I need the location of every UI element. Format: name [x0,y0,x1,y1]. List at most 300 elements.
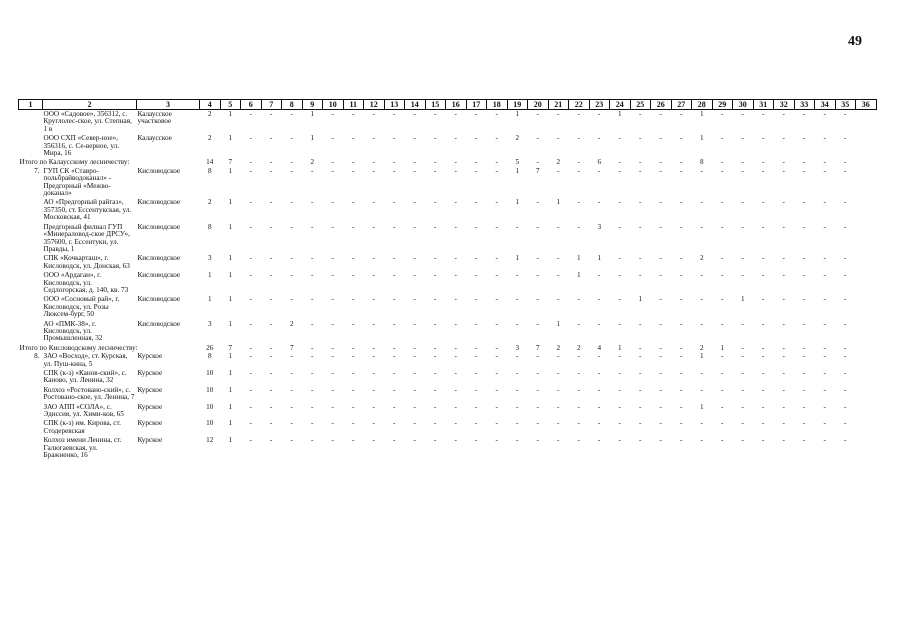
value-cell: - [803,134,806,143]
value-cell: 2 [556,158,561,167]
value-cell: - [721,166,724,175]
value-cell: - [680,343,683,352]
value-cell: - [762,295,765,304]
value-cell: 4 [597,343,602,352]
value-cell: - [311,295,314,304]
organization-cell: СПК (к-з) «Канов-ский», с. Каново, ул. Ленина, 32 [43,369,127,385]
value-cell: - [659,436,662,445]
value-cell: - [700,222,703,231]
value-cell: 1 [699,134,704,143]
value-cell: - [741,222,744,231]
value-cell: 1 [207,271,212,280]
value-cell: - [721,319,724,328]
header-cell: 5 [220,100,241,110]
forestry-cell: Кисловодское [137,222,181,231]
value-cell: - [413,385,416,394]
value-cell: - [372,166,375,175]
value-cell: - [762,319,765,328]
value-cell: - [249,198,252,207]
total-label: Итого по Калаусскому лесничеству: [19,158,130,167]
value-cell: - [577,352,580,361]
value-cell: - [659,385,662,394]
value-cell: - [372,352,375,361]
value-cell: - [577,110,580,118]
value-cell: - [536,385,539,394]
value-cell: - [270,198,273,207]
value-cell: - [249,295,252,304]
value-cell: - [249,222,252,231]
value-cell: - [372,436,375,445]
value-cell: - [413,166,416,175]
value-cell: - [249,385,252,394]
organization-cell: ЗАО «Восход», ст. Курская, ул. Пуш-кина, 5 [43,352,128,368]
row-index: 8. [34,352,40,361]
row-index [19,436,43,460]
value-cell: 7 [535,343,540,352]
value-cell: - [659,254,662,263]
value-cell: - [516,419,519,428]
value-cell: - [249,134,252,143]
value-cell: - [434,222,437,231]
value-cell: - [803,110,806,118]
value-cell: - [454,385,457,394]
value-cell: - [352,295,355,304]
value-cell: - [311,419,314,428]
value-cell: - [352,369,355,377]
value-cell: 2 [515,134,520,143]
value-cell: - [721,352,724,361]
value-cell: - [434,271,437,280]
value-cell: - [454,222,457,231]
value-cell: - [331,271,334,280]
value-cell: 5 [515,158,520,167]
value-cell: - [762,352,765,361]
value-cell: - [741,319,744,328]
value-cell: - [434,343,437,352]
value-cell: - [557,352,560,361]
value-cell: - [659,134,662,143]
value-cell: - [618,295,621,304]
value-cell: - [741,436,744,445]
value-cell: - [393,436,396,445]
value-cell: - [413,295,416,304]
value-cell: 8 [207,352,212,361]
value-cell: - [311,385,314,394]
value-cell: - [413,319,416,328]
value-cell: - [700,436,703,445]
value-cell: - [536,271,539,280]
value-cell: - [270,158,273,167]
table-row [19,271,877,295]
value-cell: - [475,352,478,361]
value-cell: - [311,222,314,231]
value-cell: - [331,319,334,328]
forestry-cell: Кисловодское [137,198,181,207]
value-cell: - [700,385,703,394]
value-cell: - [762,134,765,143]
value-cell: - [659,271,662,280]
value-cell: - [782,369,785,377]
value-cell: 2 [289,319,294,328]
value-cell: - [352,343,355,352]
value-cell: - [249,369,252,377]
value-cell: - [311,319,314,328]
value-cell: - [680,198,683,207]
value-cell: - [270,222,273,231]
value-cell: - [823,369,826,377]
value-cell: 3 [515,343,520,352]
value-cell: - [721,198,724,207]
forestry-cell: Кисловодское [137,166,181,175]
organization-cell: Колхоз «Ростовано-ский», с. Ростовано-ское, ул. Ленина, 7 [43,385,135,402]
value-cell: 8 [699,158,704,167]
value-cell: 1 [228,271,233,280]
value-cell: - [844,254,847,263]
header-cell: 8 [282,100,303,110]
value-cell: - [516,271,519,280]
value-cell: - [741,352,744,361]
value-cell: - [290,352,293,361]
value-cell: - [618,166,621,175]
value-cell: - [803,222,806,231]
value-cell: - [516,222,519,231]
row-index [19,271,43,295]
header-cell: 10 [323,100,344,110]
value-cell: - [557,295,560,304]
value-cell: - [803,166,806,175]
organization-cell: Колхоз имени Ленина, ст. Галюгаевская, ул. Бражненко, 16 [43,436,122,460]
header-cell: 12 [364,100,385,110]
value-cell: - [741,271,744,280]
organization-cell: ООО «Сосновый рай», г. Кисловодск, ул. Розы Люксем-бург, 50 [43,295,120,319]
header-cell: 25 [630,100,651,110]
value-cell: - [680,134,683,143]
value-cell: - [270,134,273,143]
value-cell: - [352,271,355,280]
value-cell: - [803,343,806,352]
value-cell: - [516,369,519,377]
value-cell: - [577,419,580,428]
value-cell: 8 [207,222,212,231]
value-cell: - [659,369,662,377]
value-cell: - [618,254,621,263]
value-cell: - [393,134,396,143]
value-cell: - [639,222,642,231]
value-cell: - [680,419,683,428]
value-cell: - [249,352,252,361]
value-cell: - [495,222,498,231]
value-cell: - [598,319,601,328]
value-cell: - [331,343,334,352]
organization-cell: ГУП СК «Ставро-польбрайводоканал» - Предгорный «Межво-доканал» [43,166,112,198]
table-row [19,352,877,369]
value-cell: 10 [206,402,214,411]
value-cell: - [393,254,396,263]
value-cell: 2 [207,110,212,118]
value-cell: - [413,271,416,280]
value-cell: - [331,436,334,445]
value-cell: 1 [638,295,643,304]
value-cell: - [639,436,642,445]
value-cell: 1 [597,254,602,263]
value-cell: - [495,343,498,352]
value-cell: - [372,402,375,411]
value-cell: - [700,369,703,377]
value-cell: - [413,369,416,377]
value-cell: - [598,166,601,175]
value-cell: - [454,369,457,377]
value-cell: - [413,222,416,231]
forestry-cell: Кисловодское [137,254,181,263]
value-cell: - [557,369,560,377]
table-row [19,369,877,386]
table-row [19,254,877,271]
value-cell: - [803,319,806,328]
value-cell: - [434,134,437,143]
value-cell: - [762,222,765,231]
value-cell: - [495,319,498,328]
value-cell: - [803,385,806,394]
value-cell: - [721,419,724,428]
value-cell: - [721,254,724,263]
value-cell: - [290,385,293,394]
value-cell: - [618,385,621,394]
value-cell: - [782,158,785,167]
value-cell: - [680,352,683,361]
value-cell: - [536,198,539,207]
header-cell: 23 [589,100,610,110]
header-cell: 32 [774,100,795,110]
value-cell: - [762,343,765,352]
value-cell: - [454,319,457,328]
table-row [19,320,877,344]
value-cell: - [823,134,826,143]
header-cell: 1 [19,100,43,110]
value-cell: - [782,110,785,118]
value-cell: - [782,271,785,280]
value-cell: - [393,369,396,377]
table-row [19,419,877,436]
value-cell: - [762,402,765,411]
value-cell: - [659,343,662,352]
value-cell: - [372,343,375,352]
value-cell: - [311,402,314,411]
value-cell: - [536,110,539,118]
value-cell: - [598,110,601,118]
forestry-table [18,99,877,460]
value-cell: - [290,419,293,428]
value-cell: - [823,319,826,328]
header-cell: 11 [343,100,364,110]
header-cell: 34 [815,100,836,110]
total-label: Итого по Кисловодскому лесничеству: [19,343,138,352]
value-cell: - [393,419,396,428]
value-cell: 1 [515,254,520,263]
value-cell: - [844,436,847,445]
value-cell: - [393,352,396,361]
value-cell: - [495,271,498,280]
value-cell: - [803,254,806,263]
value-cell: - [762,369,765,377]
value-cell: - [270,319,273,328]
organization-cell: Предгорный филиал ГУП «Минераловод-ское ДРСУ», 357600, г. Ессентуки, ул. Правды, 1 [43,222,130,253]
value-cell: - [495,134,498,143]
value-cell: 1 [228,134,233,143]
value-cell: - [741,254,744,263]
value-cell: - [659,295,662,304]
value-cell: - [741,166,744,175]
value-cell: - [495,419,498,428]
organization-cell: СПК (к-з) им. Кирова, ст. Стодеревская [43,419,121,435]
value-cell: - [290,110,293,118]
value-cell: - [270,343,273,352]
value-cell: - [352,198,355,207]
value-cell: - [270,295,273,304]
value-cell: - [434,295,437,304]
value-cell: - [823,158,826,167]
header-cell: 3 [137,100,200,110]
header-cell: 4 [200,100,221,110]
value-cell: - [372,271,375,280]
value-cell: - [270,402,273,411]
value-cell: - [577,295,580,304]
value-cell: - [536,254,539,263]
value-cell: - [639,198,642,207]
page-number: 49 [848,34,862,49]
value-cell: - [475,271,478,280]
value-cell: - [557,402,560,411]
value-cell: - [475,419,478,428]
value-cell: 1 [556,198,561,207]
value-cell: - [803,198,806,207]
value-cell: - [598,385,601,394]
value-cell: - [536,319,539,328]
value-cell: 1 [699,352,704,361]
value-cell: - [372,385,375,394]
value-cell: 1 [617,110,622,118]
value-cell: - [352,319,355,328]
row-index [19,320,43,344]
value-cell: - [618,271,621,280]
forestry-cell: Курское [137,385,163,394]
value-cell: - [454,198,457,207]
value-cell: - [249,402,252,411]
value-cell: - [741,343,744,352]
value-cell: - [536,369,539,377]
value-cell: - [311,254,314,263]
value-cell: - [762,110,765,118]
value-cell: - [618,436,621,445]
value-cell: - [823,222,826,231]
value-cell: 6 [597,158,602,167]
header-cell: 20 [528,100,549,110]
value-cell: - [823,352,826,361]
value-cell: - [844,110,847,118]
value-cell: - [782,319,785,328]
value-cell: - [454,295,457,304]
value-cell: 1 [207,295,212,304]
value-cell: - [434,369,437,377]
value-cell: - [454,343,457,352]
value-cell: - [680,402,683,411]
value-cell: - [393,385,396,394]
header-cell: 27 [671,100,692,110]
value-cell: - [331,166,334,175]
value-cell: - [454,352,457,361]
value-cell: - [475,343,478,352]
value-cell: - [782,134,785,143]
value-cell: - [475,134,478,143]
row-index [19,369,43,386]
value-cell: - [495,166,498,175]
value-cell: - [700,198,703,207]
value-cell: - [249,271,252,280]
value-cell: - [434,352,437,361]
value-cell: - [639,166,642,175]
value-cell: 7 [535,166,540,175]
value-cell: - [516,295,519,304]
value-cell: - [536,222,539,231]
value-cell: - [413,254,416,263]
value-cell: - [659,402,662,411]
value-cell: - [249,436,252,445]
value-cell: - [823,110,826,118]
value-cell: - [454,110,457,118]
value-cell: - [352,222,355,231]
value-cell: 10 [206,385,214,394]
value-cell: - [618,158,621,167]
value-cell: - [577,166,580,175]
value-cell: - [434,385,437,394]
value-cell: - [741,402,744,411]
organization-cell: ЗАО АПП «СОЛА», с. Эдиссия, ул. Хими-ков, 65 [43,402,124,419]
value-cell: - [844,419,847,428]
value-cell: 3 [207,319,212,328]
value-cell: - [659,198,662,207]
value-cell: - [700,271,703,280]
table-row [19,403,877,420]
value-cell: - [557,254,560,263]
value-cell: - [782,385,785,394]
value-cell: - [762,198,765,207]
value-cell: - [372,134,375,143]
total-row [19,158,877,166]
value-cell: - [393,343,396,352]
value-cell: - [413,419,416,428]
value-cell: - [536,436,539,445]
value-cell: - [659,352,662,361]
value-cell: - [413,352,416,361]
value-cell: - [352,110,355,118]
value-cell: - [372,110,375,118]
header-cell: 13 [384,100,405,110]
value-cell: - [577,158,580,167]
value-cell: - [577,198,580,207]
value-cell: - [680,254,683,263]
value-cell: - [639,352,642,361]
value-cell: - [331,110,334,118]
row-index [19,386,43,403]
value-cell: - [782,352,785,361]
value-cell: - [659,319,662,328]
value-cell: - [844,222,847,231]
value-cell: 1 [228,254,233,263]
value-cell: 1 [228,110,233,118]
value-cell: - [823,343,826,352]
value-cell: - [557,222,560,231]
value-cell: - [680,166,683,175]
value-cell: - [352,385,355,394]
